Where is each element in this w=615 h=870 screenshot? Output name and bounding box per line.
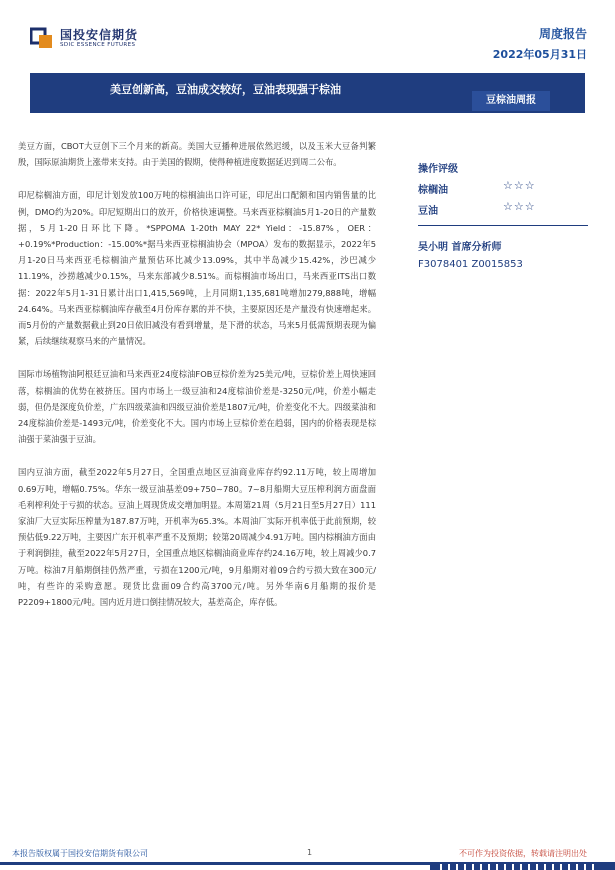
report-title: 美豆创新高，豆油成交较好，豆油表现强于棕油 (110, 83, 341, 96)
page-header (0, 0, 615, 70)
paragraph-spread: 国际市场植物油阿根廷豆油和马来西亚24度棕油FOB豆棕价差为25美元/吨，豆棕价差上周快速回落，棕榈油的优势在被挤压。国内市场上一级豆油和24度棕油价差是-3250元/吨，价差小幅走弱，但仍是深度负价差，广东四级菜油和四级豆油价差是1807元/吨，价差变化不大。四级菜油和24度棕油价差是-1493元/吨，价差变化不大。国内市场上豆棕价差在趋弱，国内的价格表现是棕油强于菜油强于豆油。 (18, 369, 376, 445)
report-date: 2022年05月31日 (492, 48, 587, 61)
report-type: 周度报告 (538, 27, 587, 41)
rating-row-palm-oil (418, 179, 588, 200)
title-banner (30, 73, 585, 113)
sidebar-divider (418, 225, 588, 226)
disclaimer-notice: 不可作为投资依据，转载请注明出处 (459, 849, 587, 858)
rating-name: 豆油 (418, 206, 438, 217)
rating-name: 棕榈油 (418, 185, 448, 196)
paragraph-palm-oil: 印尼棕榈油方面，印尼计划发放100万吨的棕榈油出口许可证，印尼出口配额和国内销售量的比例，DMO约为20%。印尼短期出口的放开，价格快速调整。马来西亚棕榈油5月1-20日的产量数据，5月1-20日环比下降。*SPPOMA 1-20th MAY 22* Yield：-15.87%，OER：+0.19%*Production：-15.00%*据马来西亚棕榈油协会（MPOA）发布的数据显示，2022年5月1-20日马来西亚毛棕榈油产量预估环比减少13.09%，其中半岛减少15.42%，沙巴减少11.19%，沙捞越减少0.15%，马来东部减少8.51%。而棕榈油市场出口，马来西亚ITS出口数据：2022年5月1-31日累计出口1,415,569吨，上月同期1,135,681吨增加279,888吨，增幅24.64%。马来西亚棕榈油库存截至4月份库存累的并不快，主要原因还是产量没有快速增起来。而5月份的产量数据截止到20日依旧减没有看到增量，是下滑的状态，马来5月低需预期表现为偏紧，后续继续观察马来的产量情况。 (18, 190, 376, 347)
logo-text-en: SDIC ESSENCE FUTURES (60, 42, 136, 48)
rating-sidebar (418, 160, 588, 270)
copyright-notice: 本报告版权属于国投安信期货有限公司 (12, 849, 148, 858)
star-rating-icon: ☆☆☆ (503, 179, 536, 192)
company-logo (30, 24, 160, 54)
paragraph-domestic: 国内豆油方面，截至2022年5月27日，全国重点地区豆油商业库存约92.11万吨，较上周增加0.69万吨，增幅0.75%。华东一级豆油基差09+750~780。7~8月船期大豆压榨利润方面盘面毛利榨利处于亏损的状态。豆油上周现货成交增加明显。本周第21周（5月21日至5月27日）111家油厂大豆实际压榨量为187.87万吨，开机率为65.3%。本周油厂实际开机率低于此前预期，较预估低9.22万吨，主要因广东开机率严重不及预期；较第20周减少4.91万吨。国内棕榈油方面由于利润倒挂，截至2022年5月27日，全国重点地区棕榈油商业库存约24.16万吨，较上周减少0.7万吨。棕油7月船期倒挂仍然严重，亏损在1200元/吨，9月船期对着09合约亏损大致在300元/吨，有些许的采购意愿。现货比盘面09合约高3700元/吨。另外华南6月船期的报价是P2209+1800元/吨。国内近月进口倒挂情况较大，基差高企，库存低。 (18, 467, 376, 608)
rating-title: 操作评级 (418, 164, 458, 175)
star-rating-icon: ☆☆☆ (503, 200, 536, 213)
footer-decoration (0, 862, 615, 870)
page-number: 1 (307, 848, 313, 857)
report-category-tag: 豆棕油周报 (472, 91, 550, 111)
page-footer (0, 848, 615, 862)
main-content (18, 138, 376, 627)
analyst-certificate: F3078401 Z0015853 (418, 259, 523, 270)
rating-row-soybean-oil (418, 200, 588, 221)
analyst-name: 吴小明 首席分析师 (418, 242, 502, 253)
paragraph-us-soybean: 美豆方面，CBOT大豆创下三个月来的新高。美国大豆播种进展依然迟缓，以及玉米大豆备判繁殷，国际原油期货上涨带来支持。由于美国的假期，使得种植进度数据延迟到周二公布。 (18, 141, 376, 168)
logo-mark-icon (30, 26, 54, 50)
logo-text-cn: 国投安信期货 (60, 28, 139, 42)
